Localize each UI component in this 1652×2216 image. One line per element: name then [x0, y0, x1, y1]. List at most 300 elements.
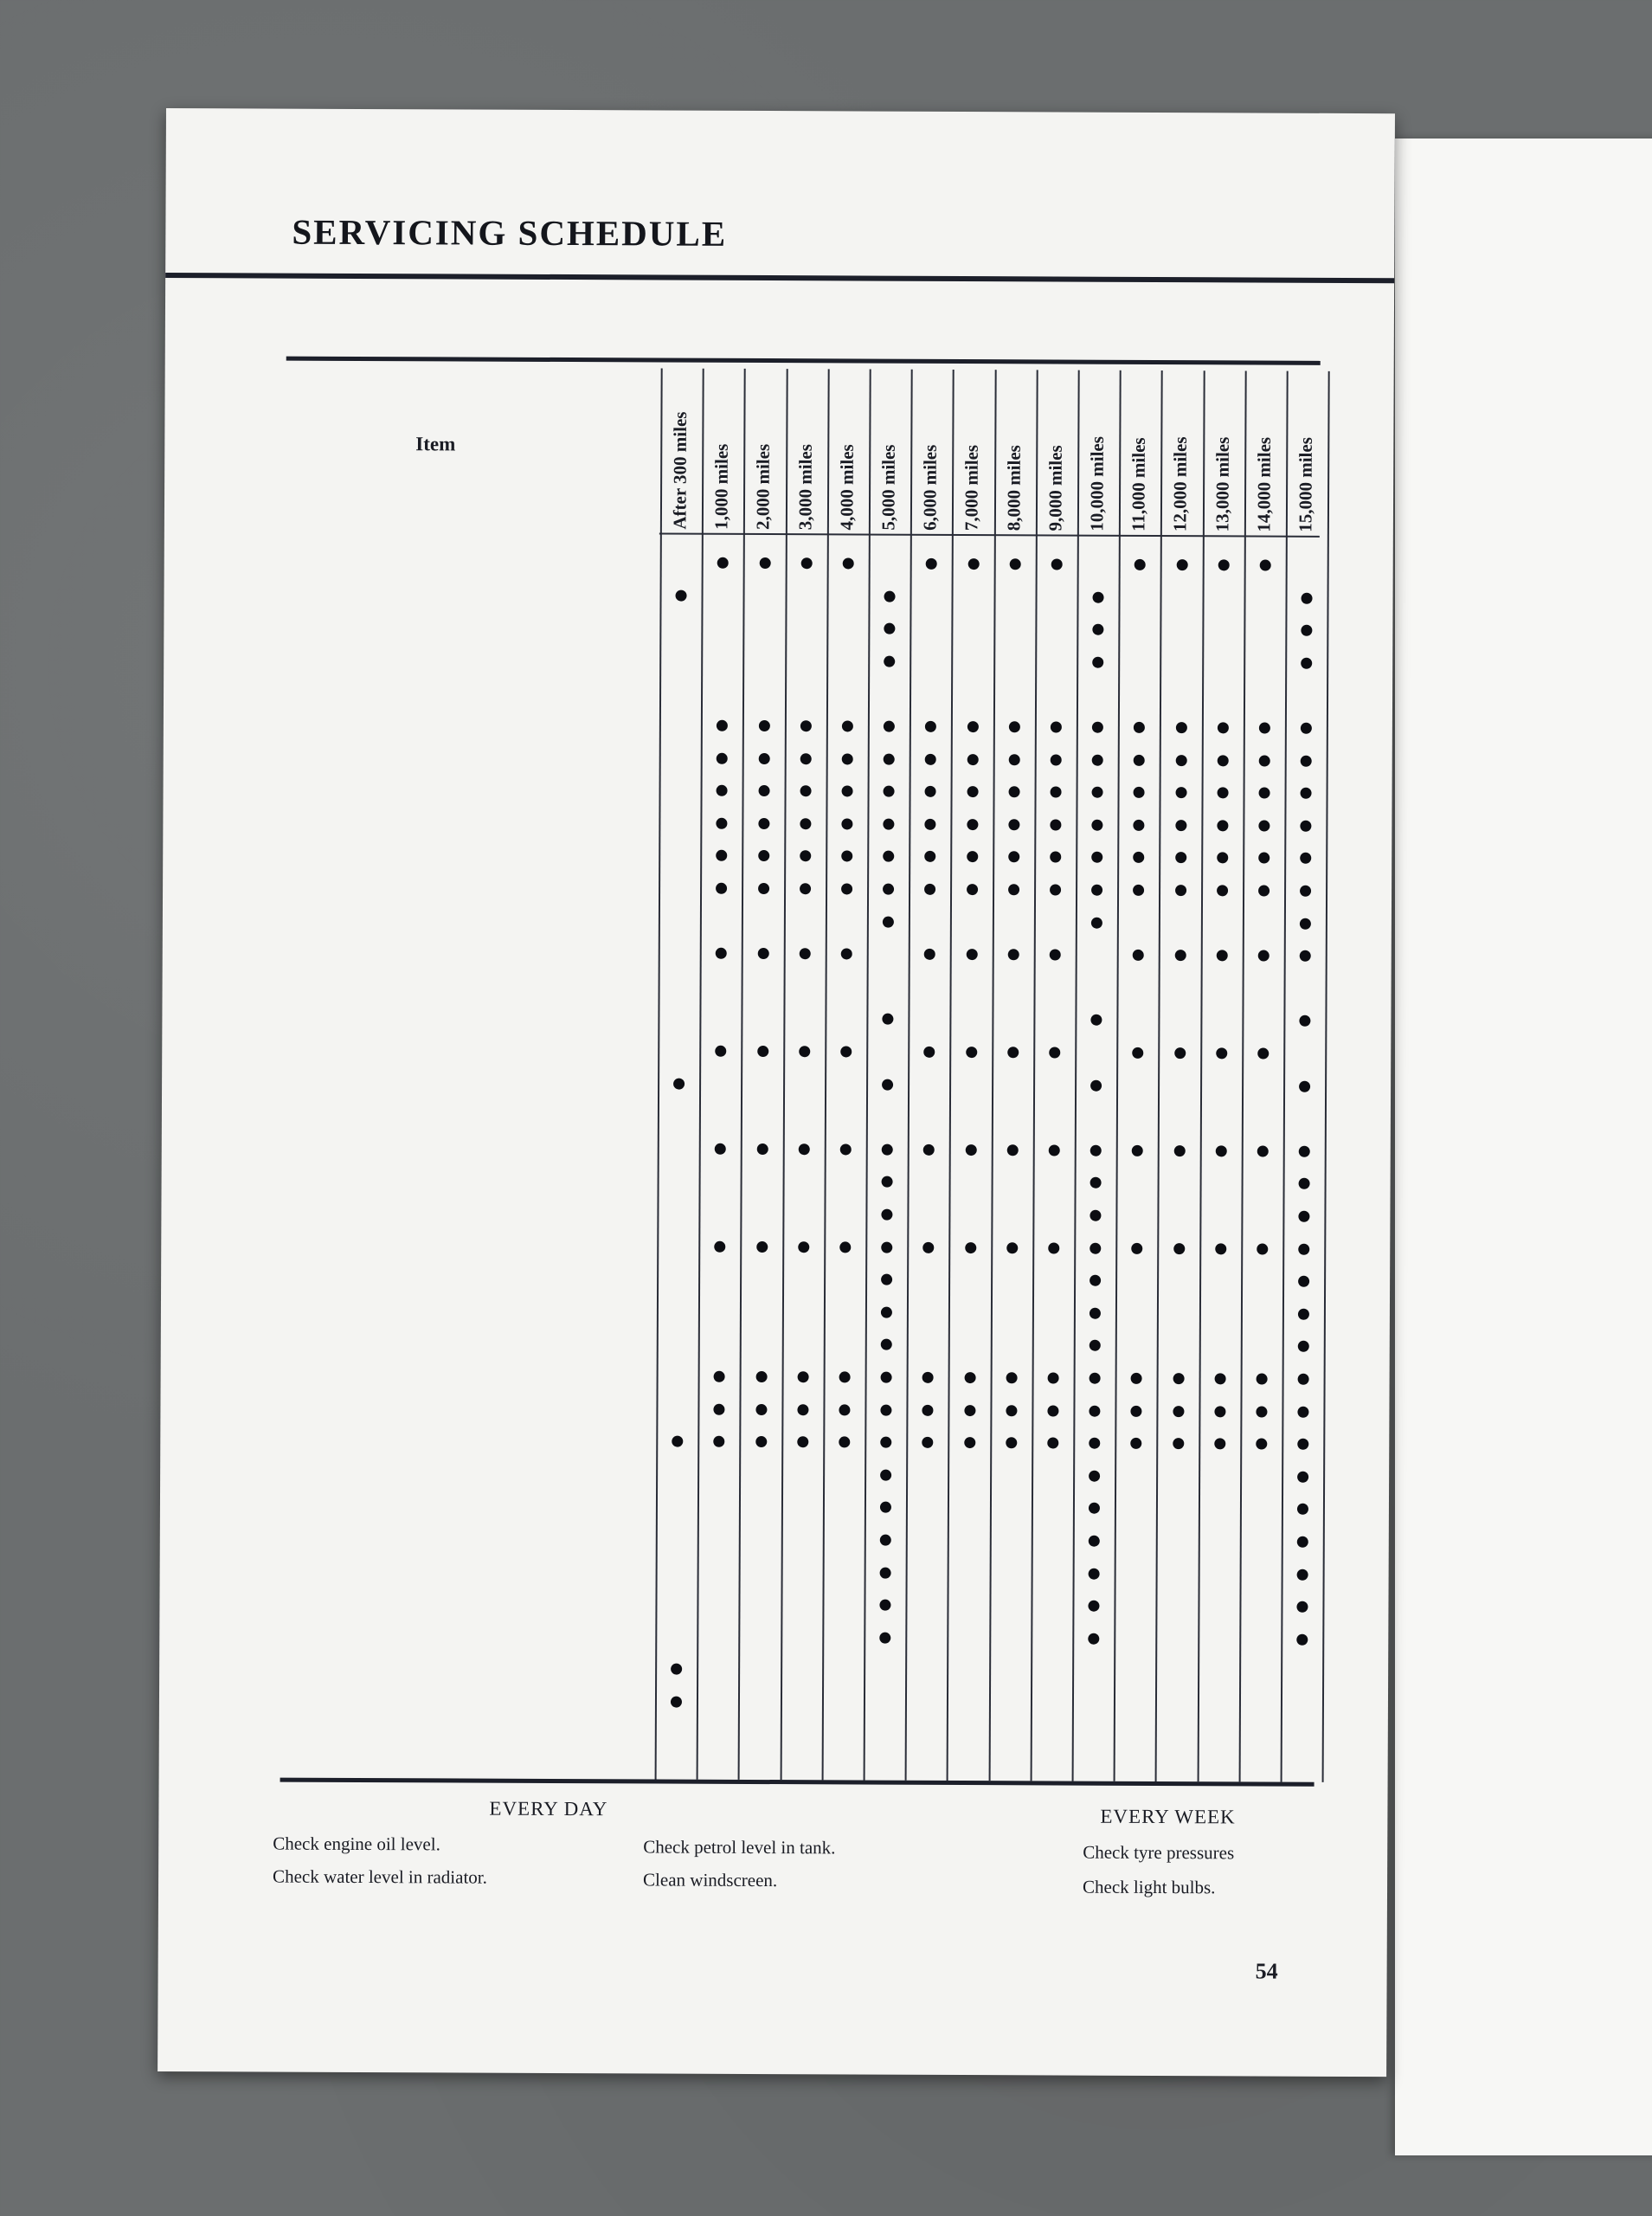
service-dot: [797, 1404, 808, 1415]
column-header-label: 8,000 miles: [1002, 445, 1025, 531]
every-day-item: Clean windscreen.: [643, 1869, 778, 1891]
service-dot: [1175, 787, 1186, 798]
schedule-rows: [166, 108, 1395, 113]
service-dot: [1174, 950, 1186, 961]
service-dot: [841, 949, 852, 960]
service-dot: [1089, 1601, 1100, 1612]
column-header-label: 2,000 miles: [752, 443, 775, 531]
service-dot: [717, 818, 728, 829]
row-label: [274, 1191, 659, 1193]
service-dot: [1214, 1438, 1225, 1449]
service-dot: [881, 1372, 892, 1383]
service-dot: [1217, 853, 1228, 864]
column-header-label: 5,000 miles: [877, 444, 899, 531]
row-label: [276, 703, 661, 705]
service-dot: [676, 589, 687, 601]
service-dot: [880, 1600, 891, 1611]
column-divider: [1072, 370, 1080, 1781]
service-dot: [1297, 1504, 1308, 1515]
service-dot: [1133, 885, 1144, 896]
service-dot: [924, 949, 935, 960]
service-dot: [839, 1437, 850, 1448]
service-dot: [884, 655, 895, 667]
column-header-label: 3,000 miles: [794, 444, 816, 531]
service-dot: [1300, 853, 1311, 864]
service-dot: [1216, 1047, 1227, 1059]
service-dot: [1093, 591, 1104, 602]
row-label-text: [272, 1646, 582, 1648]
service-dot: [967, 754, 978, 765]
row-label: [273, 1256, 659, 1258]
row-label-text: [275, 866, 539, 867]
service-dot: [1131, 1405, 1142, 1416]
column-header: [1078, 370, 1117, 535]
row-label-text: [273, 1223, 596, 1225]
row-label: [272, 1646, 657, 1648]
service-dot: [883, 818, 894, 829]
row-label: [273, 1419, 658, 1420]
column-divider: [947, 370, 955, 1781]
service-dot: [882, 1014, 893, 1025]
table-top-rule: [286, 357, 1321, 365]
service-dot: [1134, 754, 1145, 765]
service-dot: [1091, 917, 1102, 928]
service-dot: [1173, 1243, 1185, 1254]
row-label: [275, 898, 660, 899]
service-dot: [922, 1437, 934, 1448]
every-week-item: Check tyre pressures: [1083, 1841, 1235, 1864]
row-label: [277, 572, 662, 574]
service-dot: [884, 623, 895, 635]
row-label: [272, 1614, 657, 1615]
service-dot: [966, 1047, 977, 1058]
service-dot: [1007, 1047, 1019, 1058]
service-dot: [758, 850, 769, 861]
service-dot: [967, 884, 978, 895]
service-dot: [1256, 1439, 1267, 1450]
service-dot: [1006, 1144, 1018, 1156]
row-label: [277, 540, 662, 542]
column-divider: [1197, 370, 1205, 1781]
column-header-label: 13,000 miles: [1211, 436, 1233, 532]
service-dot: [1088, 1633, 1099, 1644]
service-dot: [1006, 1372, 1017, 1383]
row-label: [274, 1028, 659, 1030]
service-dot: [715, 1143, 726, 1155]
service-dot: [1258, 820, 1270, 831]
service-dot: [800, 851, 811, 862]
service-dot: [1089, 1470, 1100, 1481]
service-dot: [1047, 1405, 1058, 1416]
service-dot: [1092, 624, 1103, 635]
column-header: [870, 370, 909, 534]
service-dot: [1302, 592, 1313, 603]
service-dot: [1051, 754, 1062, 765]
service-dot: [672, 1436, 683, 1447]
service-dot: [716, 883, 727, 894]
facing-page: [1395, 138, 1652, 2155]
service-dot: [1090, 1340, 1101, 1351]
service-dot: [1090, 1373, 1101, 1384]
service-dot: [1214, 1406, 1225, 1417]
service-dot: [1049, 1144, 1060, 1156]
service-dot: [756, 1241, 768, 1253]
row-label-text: [273, 1288, 571, 1290]
service-dot: [967, 786, 978, 797]
row-label-text: [274, 1191, 567, 1193]
row-label: [273, 1321, 659, 1323]
service-dot: [881, 1339, 892, 1350]
page-title: SERVICING SCHEDULE: [292, 211, 728, 254]
column-header: [1037, 370, 1076, 534]
service-dot: [842, 753, 853, 764]
row-label: [276, 800, 661, 802]
service-dot: [1008, 852, 1019, 863]
service-dot: [1300, 950, 1311, 962]
service-dot: [839, 1404, 850, 1415]
column-header: [1287, 371, 1326, 536]
service-dot: [1047, 1438, 1058, 1449]
service-dot: [1092, 722, 1103, 733]
service-dot: [840, 1046, 852, 1057]
service-dot: [1258, 886, 1270, 897]
column-header: [994, 370, 1033, 534]
row-label: [273, 1517, 658, 1518]
every-day-item: Check engine oil level.: [273, 1833, 440, 1855]
row-label-text: [275, 995, 515, 997]
service-dot: [1132, 1145, 1143, 1156]
service-dot: [1218, 559, 1229, 570]
service-dot: [1256, 1406, 1267, 1417]
service-dot: [1134, 852, 1145, 863]
service-dot: [1009, 721, 1020, 732]
service-dot: [922, 1404, 934, 1415]
row-label-text: [273, 1419, 604, 1420]
column-header: [1245, 370, 1284, 535]
service-dot: [1298, 1309, 1309, 1320]
row-label-text: [276, 800, 506, 802]
row-label: [276, 670, 661, 672]
table-bottom-rule: [280, 1778, 1315, 1787]
row-label: [275, 866, 660, 867]
service-dot: [879, 1632, 890, 1643]
service-dot: [1090, 1079, 1102, 1091]
column-divider: [864, 370, 871, 1781]
service-dot: [967, 558, 979, 570]
row-label-text: [275, 898, 503, 899]
row-label-text: [276, 703, 505, 705]
item-column-header: Item: [415, 433, 456, 455]
service-dot: [1049, 1047, 1060, 1058]
row-label-text: [273, 1451, 525, 1453]
service-dot: [1091, 819, 1102, 830]
column-header-label: 1,000 miles: [710, 443, 733, 530]
service-dot: [715, 1240, 726, 1252]
service-dot: [1258, 950, 1270, 962]
service-dot: [1217, 755, 1228, 766]
service-dot: [966, 949, 977, 960]
service-dot: [1300, 886, 1311, 897]
row-label: [273, 1549, 658, 1550]
service-dot: [1214, 1373, 1225, 1384]
service-dot: [1051, 558, 1063, 570]
service-dot: [1301, 755, 1312, 766]
service-dot: [967, 721, 978, 732]
service-dot: [1133, 1047, 1144, 1059]
service-dot: [800, 720, 812, 731]
row-label-text: [273, 1484, 581, 1485]
service-dot: [839, 1241, 851, 1253]
service-dot: [1257, 1048, 1269, 1060]
service-dot: [1050, 884, 1061, 895]
column-header-label: 4,000 miles: [836, 444, 858, 531]
service-dot: [925, 753, 936, 764]
service-dot: [843, 557, 854, 569]
service-dot: [1217, 885, 1228, 896]
service-dot: [964, 1405, 975, 1416]
service-dot: [757, 1046, 768, 1057]
service-dot: [755, 1436, 767, 1447]
service-dot: [1090, 1242, 1101, 1253]
service-dot: [925, 819, 936, 830]
service-dot: [925, 851, 936, 862]
service-dot: [714, 1436, 725, 1447]
service-dot: [758, 785, 769, 796]
service-dot: [671, 1664, 682, 1675]
service-dot: [1298, 1406, 1309, 1417]
service-dot: [1217, 820, 1228, 831]
column-header-label: 6,000 miles: [919, 444, 941, 531]
service-dot: [1301, 723, 1312, 734]
service-dot: [1175, 852, 1186, 863]
service-dot: [839, 1371, 850, 1382]
service-dot: [1215, 1145, 1226, 1156]
row-label-text: [275, 833, 561, 834]
row-label-text: [272, 1679, 489, 1681]
service-dot: [841, 883, 852, 894]
every-day-heading: EVERY DAY: [489, 1797, 608, 1820]
column-divider: [905, 370, 913, 1781]
service-dot: [1007, 949, 1019, 960]
row-label-text: [277, 540, 510, 542]
service-dot: [922, 1372, 934, 1383]
service-dot: [882, 1143, 893, 1155]
service-dot: [881, 1241, 892, 1253]
service-dot: [1050, 950, 1061, 961]
service-dot: [717, 785, 728, 796]
row-label-text: [277, 572, 498, 574]
service-dot: [799, 1046, 810, 1057]
service-dot: [717, 720, 728, 731]
service-dot: [883, 884, 894, 895]
every-day-item: Check petrol level in tank.: [643, 1836, 836, 1858]
service-dot: [1091, 852, 1102, 863]
service-dot: [967, 819, 978, 830]
service-dot: [884, 753, 895, 764]
service-dot: [1218, 722, 1229, 733]
column-header: [828, 369, 867, 533]
every-day-item: Check water level in radiator.: [273, 1865, 487, 1888]
row-label-text: [275, 931, 523, 932]
service-dot: [1260, 560, 1271, 571]
service-dot: [1134, 722, 1145, 733]
row-label: [274, 1093, 659, 1095]
service-dot: [880, 1502, 891, 1513]
column-header-label: 12,000 miles: [1169, 436, 1192, 532]
column-divider: [821, 369, 829, 1780]
service-dot: [1135, 559, 1146, 570]
column-header: [1203, 370, 1242, 535]
service-dot: [923, 1241, 935, 1253]
service-dot: [759, 557, 770, 569]
column-header-label: 7,000 miles: [961, 444, 983, 531]
service-dot: [1257, 1243, 1268, 1254]
column-header: [1161, 370, 1200, 535]
row-label-text: [273, 1321, 482, 1323]
service-dot: [755, 1404, 767, 1415]
service-dot: [1092, 656, 1103, 667]
service-dot: [800, 557, 812, 569]
service-dot: [1050, 787, 1061, 798]
service-dot: [1089, 1536, 1100, 1547]
service-dot: [1299, 1178, 1310, 1189]
service-dot: [925, 786, 936, 797]
row-label-text: [276, 605, 478, 607]
row-label-text: [273, 1354, 483, 1356]
service-dot: [841, 851, 852, 862]
service-dot: [1173, 1373, 1184, 1384]
column-header: [1120, 370, 1159, 535]
service-dot: [755, 1371, 767, 1382]
service-dot: [1091, 885, 1102, 896]
service-dot: [1089, 1568, 1100, 1579]
service-dot: [1006, 1242, 1018, 1253]
row-label: [276, 735, 661, 737]
service-dot: [1050, 819, 1061, 830]
service-dot: [1176, 559, 1187, 570]
row-label-text: [276, 735, 516, 737]
service-dot: [1297, 1569, 1308, 1580]
column-divider: [697, 369, 704, 1780]
service-dot: [1258, 788, 1270, 799]
service-dot: [1090, 1210, 1101, 1221]
column-header-label: After 300 miles: [669, 411, 691, 530]
service-dot: [1006, 1437, 1017, 1448]
row-label-text: [274, 1125, 461, 1127]
service-dot: [883, 851, 894, 862]
column-header: [703, 369, 742, 533]
service-dot: [717, 557, 729, 569]
service-dot: [714, 1403, 725, 1414]
service-dot: [880, 1437, 891, 1448]
service-dot: [1047, 1372, 1058, 1383]
service-dot: [925, 721, 936, 732]
row-label: [275, 833, 660, 834]
title-rule: [165, 273, 1394, 283]
column-header: [786, 369, 825, 533]
service-dot: [1297, 1601, 1308, 1613]
service-dot: [800, 883, 811, 894]
column-header: [911, 370, 950, 534]
service-dot: [1090, 1015, 1102, 1026]
service-dot: [1008, 884, 1019, 895]
row-label-text: [274, 1093, 518, 1095]
service-dot: [1300, 821, 1311, 832]
service-dot: [797, 1436, 808, 1447]
service-dot: [1216, 950, 1227, 961]
service-dot: [1298, 1374, 1309, 1385]
service-dot: [1008, 754, 1019, 765]
column-divider: [1155, 370, 1163, 1781]
service-dot: [1090, 1275, 1101, 1286]
service-dot: [965, 1144, 976, 1156]
service-dot: [841, 818, 852, 829]
row-label-text: [273, 1549, 575, 1550]
service-dot: [1092, 754, 1103, 765]
row-label: [275, 931, 660, 932]
service-dot: [1173, 1406, 1184, 1417]
column-divider: [988, 370, 996, 1781]
service-dot: [884, 786, 895, 797]
service-dot: [1297, 1472, 1308, 1483]
service-dot: [1299, 1015, 1310, 1027]
service-dot: [1301, 788, 1312, 799]
row-label-text: [274, 1158, 582, 1160]
service-dot: [1175, 722, 1186, 733]
service-dot: [1173, 1438, 1184, 1449]
service-dot: [1090, 1405, 1101, 1416]
service-dot: [714, 1371, 725, 1382]
column-header-label: 14,000 miles: [1253, 436, 1275, 532]
service-dot: [800, 818, 811, 829]
service-dot: [1090, 1307, 1101, 1318]
column-divider: [780, 369, 787, 1780]
row-label-text: [272, 1614, 579, 1615]
service-dot: [1298, 1276, 1309, 1287]
row-label-text: [273, 1581, 517, 1583]
column-divider: [1281, 371, 1289, 1782]
service-dot: [964, 1372, 975, 1383]
service-dot: [1048, 1242, 1059, 1253]
every-week-item: Check light bulbs.: [1082, 1876, 1216, 1898]
service-dot: [1299, 1146, 1310, 1157]
row-label: [275, 995, 660, 997]
service-dot: [758, 883, 769, 894]
service-dot: [881, 1209, 892, 1221]
column-header-label: 9,000 miles: [1045, 445, 1066, 531]
service-dot: [673, 1078, 685, 1089]
service-dot: [1298, 1243, 1309, 1254]
service-dot: [881, 1404, 892, 1415]
row-label: [275, 963, 660, 964]
row-label: [276, 605, 661, 607]
row-label-text: [273, 1386, 477, 1388]
service-dot: [1256, 1374, 1267, 1385]
service-dot: [924, 1047, 935, 1058]
service-dot: [1175, 820, 1186, 831]
column-divider: [655, 368, 663, 1779]
service-dot: [798, 1241, 809, 1253]
service-dot: [967, 851, 978, 862]
row-label-text: [276, 768, 542, 770]
service-dot: [717, 850, 728, 861]
service-dot: [965, 1242, 976, 1253]
service-dot: [1173, 1145, 1185, 1156]
service-dot: [1299, 1080, 1310, 1092]
service-dot: [758, 720, 769, 731]
service-dot: [1259, 723, 1270, 734]
service-dot: [800, 785, 811, 796]
